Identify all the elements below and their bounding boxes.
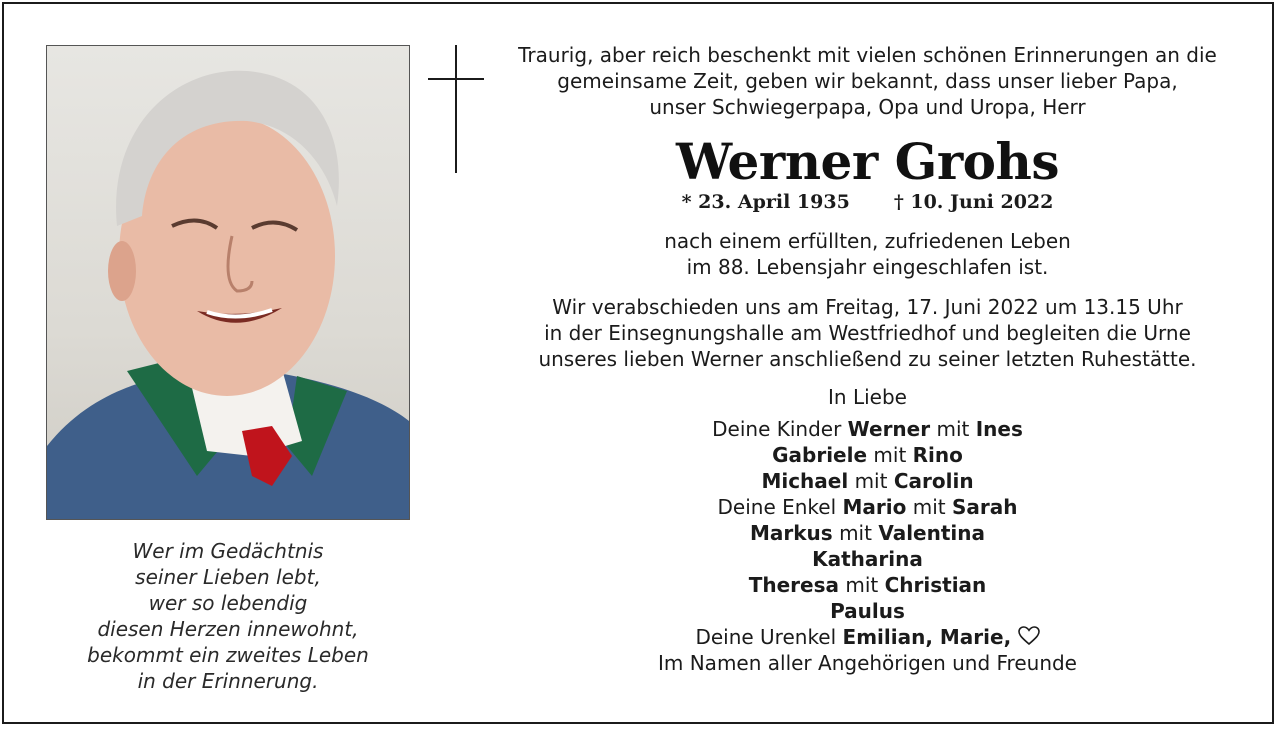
family-line: Gabriele mit Rino — [772, 443, 963, 467]
cross-icon — [428, 45, 484, 173]
quote-line: Wer im Gedächtnis — [132, 539, 324, 563]
portrait-photo — [46, 45, 410, 520]
heart-icon — [1018, 626, 1040, 646]
notice-text — [495, 42, 1240, 676]
deceased-name: Werner Grohs — [675, 132, 1060, 191]
closing-line: Im Namen aller Angehörigen und Freunde — [657, 651, 1077, 675]
family-line: Markus mit Valentina — [749, 521, 986, 545]
life-dates — [495, 190, 1240, 214]
life-line: im 88. Lebensjahr eingeschlafen ist. — [686, 255, 1049, 279]
life-line: nach einem erfüllten, zufriedenen Leben — [664, 229, 1071, 253]
quote-line: wer so lebendig — [148, 591, 308, 615]
farewell-line: Wir verabschieden uns am Freitag, 17. Juni 2022 um 13.15 Uhr — [552, 295, 1183, 319]
family-line-enkel: Deine Enkel Mario mit Sarah — [717, 495, 1018, 519]
family-list — [495, 416, 1240, 676]
birth-date: * 23. April 1935 — [681, 191, 850, 213]
family-line: Katharina — [812, 547, 923, 571]
farewell-line: unseres lieben Werner anschließend zu seiner letzten Ruhestätte. — [538, 347, 1197, 371]
quote-line: bekommt ein zweites Leben — [87, 643, 369, 667]
intro-line: gemeinsame Zeit, geben wir bekannt, dass unser lieber Papa, — [557, 69, 1178, 93]
quote-line: in der Erinnerung. — [137, 669, 319, 693]
quote-line: diesen Herzen innewohnt, — [97, 617, 359, 641]
memorial-quote — [46, 538, 410, 694]
portrait-illustration — [47, 46, 409, 519]
farewell-line: in der Einsegnungshalle am Westfriedhof und begleiten die Urne — [544, 321, 1191, 345]
in-liebe: In Liebe — [828, 385, 907, 409]
intro-line: unser Schwiegerpapa, Opa und Uropa, Herr — [649, 95, 1086, 119]
family-line-urenkel: Deine Urenkel Emilian, Marie, — [495, 624, 1240, 650]
quote-line: seiner Lieben lebt, — [135, 565, 321, 589]
family-line: Michael mit Carolin — [761, 469, 974, 493]
death-date: † 10. Juni 2022 — [893, 191, 1054, 213]
family-line-kinder: Deine Kinder Werner mit Ines — [712, 417, 1023, 441]
intro-line: Traurig, aber reich beschenkt mit vielen schönen Erinnerungen an die — [518, 43, 1217, 67]
family-line: Paulus — [830, 599, 905, 623]
family-line: Theresa mit Christian — [748, 573, 987, 597]
